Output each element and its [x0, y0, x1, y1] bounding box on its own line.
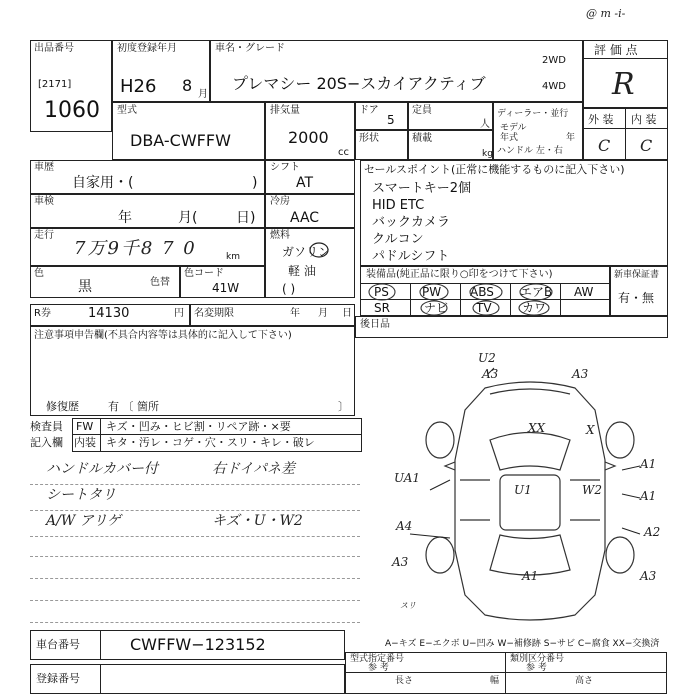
grade-label: 評 価 点 [594, 43, 638, 57]
history-value: 自家用・( [72, 175, 134, 191]
inspection-label: 車検 [34, 196, 54, 207]
ac-value: AAC [290, 210, 320, 226]
drive-4wd: 4WD [542, 81, 566, 92]
diagram-mark: A4 [396, 519, 413, 533]
inspector-label-2: 記入欄 [30, 436, 63, 449]
height-label: 高さ [575, 676, 594, 686]
rear-seat-box [355, 316, 668, 338]
length-label: 長さ [395, 676, 414, 686]
equip-tv: TV [476, 301, 492, 315]
lot-sub: [2171] [38, 79, 72, 90]
color-label: 色 [34, 268, 44, 279]
car-diagram [390, 351, 670, 630]
selling-point-item: バックカメラ [372, 215, 451, 230]
name-change-label: 名変期限 [194, 308, 234, 319]
equip-aw: AW [574, 285, 594, 299]
diagram-mark: XX [528, 421, 546, 435]
hand-note: キズ・U・W2 [212, 513, 303, 529]
doors-value: 5 [387, 113, 395, 127]
shift-value: AT [296, 175, 314, 191]
category-label: 類別区分番号 [510, 654, 565, 664]
reg-label: 登録番号 [36, 672, 80, 685]
equip-abs: ABS [470, 285, 494, 299]
inspection-month: 月( [178, 210, 198, 226]
fuel-circle-mark [308, 241, 330, 259]
type-label: 型式 [117, 105, 137, 116]
mileage-value: 7万9千8 7 0 [74, 238, 197, 259]
equip-leather: カワ [522, 301, 547, 315]
name-change-month: 月 [318, 308, 328, 319]
exterior-label: 外 装 [588, 113, 614, 126]
model-year-label: モデル [500, 123, 527, 133]
diagram-mark: W2 [582, 483, 602, 497]
inspector-row-2: キタ・汚レ・コゲ・穴・スリ・キレ・破レ [106, 436, 315, 449]
equipment-circles [366, 282, 606, 316]
equip-ps: PS [374, 285, 389, 299]
width-label: 幅 [490, 676, 500, 686]
diagram-mark: A3 [640, 569, 657, 583]
model-year-unit: 年式 [500, 133, 519, 143]
recycle-unit: 円 [174, 308, 184, 319]
history-close: ) [252, 175, 258, 191]
diagram-mark: U1 [514, 483, 532, 497]
diagram-mark: スリ [400, 601, 416, 610]
mileage-label: 走行 [34, 230, 54, 241]
type-value: DBA-CWFFW [130, 131, 231, 150]
repair-label: 修復歴 [46, 400, 79, 413]
interior-value: C [640, 136, 653, 155]
fuel-gas: ガソリン [282, 245, 331, 259]
equip-airbag: エアB [520, 285, 553, 299]
hand-note: ハンドルカバー付 [46, 461, 158, 477]
equip-navi: ナビ [424, 301, 449, 315]
name-change-year: 年 [290, 308, 300, 319]
fuel-paren: ( ) [282, 282, 296, 296]
warranty-value: 有・無 [618, 291, 655, 305]
selling-point-item: クルコン [372, 232, 424, 247]
model-name: プレマシー 20S−スカイアクティブ [232, 74, 486, 93]
first-reg-month: 8 [182, 76, 193, 95]
capacity-unit: 人 [480, 119, 490, 130]
first-reg-label: 初度登録年月 [117, 43, 177, 54]
lot-number: 1060 [44, 98, 100, 123]
hand-note: 右ドイパネ差 [212, 461, 296, 477]
shape-label: 形状 [359, 133, 379, 144]
inspection-box [30, 194, 265, 228]
displacement-unit: cc [338, 147, 349, 158]
model-label: 車名・グレード [215, 43, 285, 54]
diagram-mark: A3 [572, 367, 589, 381]
model-year-suffix: 年 [566, 133, 576, 143]
fuel-label: 燃料 [270, 230, 290, 241]
chassis-label: 車台番号 [36, 638, 80, 651]
displacement-value: 2000 [288, 128, 329, 147]
type-spec-ref: 参 考 [368, 663, 389, 673]
interior-label: 内 装 [631, 113, 657, 126]
diagram-mark: U2 [478, 351, 496, 365]
repair-close: 〕 [338, 400, 349, 413]
diagram-mark: A1 [640, 489, 657, 503]
doors-label: ドア [359, 105, 379, 116]
corner-stamp: @ m -i- [586, 7, 626, 20]
color-code-label: 色コード [184, 268, 224, 279]
diagram-mark: A1 [640, 457, 657, 471]
warranty-label: 新車保証書 [614, 270, 660, 280]
color-change-label: 色替 [150, 277, 170, 288]
equip-pw: PW [422, 285, 442, 299]
equipment-title: 装備品(純正品に限り○印をつけて下さい) [366, 269, 553, 280]
exterior-value: C [598, 136, 611, 155]
first-reg-year: H26 [120, 76, 157, 97]
lot-label: 出品番号 [34, 43, 74, 54]
load-label: 積載 [412, 133, 432, 144]
fuel-light: 軽 油 [288, 264, 316, 278]
inspector-row-1: キズ・凹み・ヒビ割・リペア跡・×要 [106, 420, 291, 433]
mileage-unit: km [226, 252, 240, 262]
color-code-value: 41W [212, 281, 240, 295]
history-label: 車歴 [34, 162, 54, 173]
recycle-value: 14130 [88, 306, 130, 321]
grade-value: R [612, 67, 635, 102]
diagram-mark: A3 [392, 555, 409, 569]
type-spec-label: 型式指定番号 [350, 654, 405, 664]
notes-title: 注意事項申告欄(不具合内容等は具体的に記入して下さい) [34, 330, 292, 341]
diagram-mark: A1 [522, 569, 539, 583]
hand-note: シートタリ [46, 487, 116, 503]
diagram-mark: X [586, 423, 595, 437]
hand-note: A/W アリゲ [46, 513, 121, 529]
inspector-label-1: 検査員 [30, 420, 63, 433]
displacement-label: 排気量 [270, 105, 300, 116]
load-unit: kg [482, 149, 493, 159]
inspector-interior-tag: 内装 [74, 436, 96, 449]
selling-point-item: HID ETC [372, 198, 425, 213]
inspector-fw: FW [76, 420, 94, 433]
inspection-year: 年 [118, 210, 132, 226]
dealer-label: ディーラー・並行 [497, 109, 569, 119]
history-box [30, 160, 265, 194]
name-change-day: 日 [342, 308, 352, 319]
ac-label: 冷房 [270, 196, 290, 207]
chassis-value: CWFFW−123152 [130, 635, 266, 654]
diagram-legend: A−キズ E−エクボ U−凹み W−補修跡 S−サビ C−腐食 XX−交換済 [385, 639, 660, 649]
selling-points-title: セールスポイント(正常に機能するものに記入下さい) [364, 163, 625, 176]
diagram-mark: A3 [482, 367, 499, 381]
selling-point-item: パドルシフト [372, 249, 450, 264]
month-unit: 月 [198, 89, 208, 100]
selling-point-item: スマートキー2個 [372, 181, 472, 196]
equip-sr: SR [374, 301, 390, 315]
diagram-mark: UA1 [394, 471, 421, 485]
color-value: 黒 [78, 279, 92, 295]
diagram-mark: A2 [644, 525, 661, 539]
drive-2wd: 2WD [542, 55, 566, 66]
capacity-label: 定員 [412, 105, 432, 116]
shift-label: シフト [270, 162, 300, 173]
inspection-day: 日) [236, 210, 256, 226]
handle-label: ハンドル 左・右 [497, 146, 563, 156]
repair-value: 有 〔 箇所 [108, 400, 159, 413]
recycle-label: R券 [34, 308, 51, 319]
category-ref: 参 考 [526, 663, 547, 673]
rear-seat-label: 後日品 [360, 319, 390, 330]
